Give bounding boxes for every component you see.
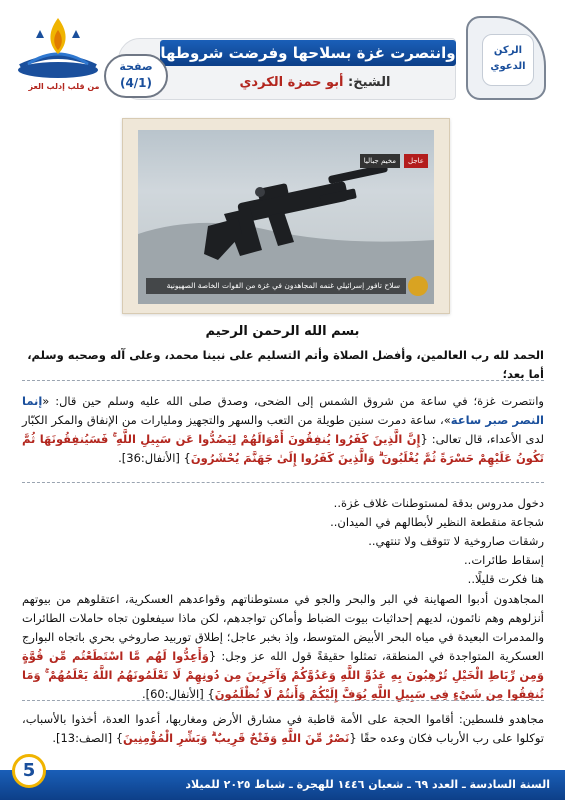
section-line-1: الركن — [493, 45, 523, 56]
p1-text-b: »، ساعة دمرت سنين طويلة من التعب والسهر والتجهيز ومليارات من الإنفاق والمكر الكبّار لدى الأعداء، قال تعالى: { — [22, 413, 544, 446]
page-header — [0, 0, 565, 110]
p2-quran-verse: وَأَعِدُّوا لَهُم مَّا اسْتَطَعْتُم مِّن قُوَّةٍ وَمِن رِّبَاطِ الْخَيْلِ تُرْهِبُونَ بِهِ عَدُوَّ اللَّهِ وَعَدُوَّكُمْ وَآخَرِينَ مِن دُونِهِمْ لَا تَعْلَمُونَهُمُ اللَّهُ يَعْلَمُهُمْ ۚ وَمَا تُنفِقُوا مِن شَيْءٍ فِي سَبِيلِ اللَّهِ يُوَفَّ إِلَيْكُمْ وَأَنتُمْ لَا تُظْلَمُونَ — [22, 649, 544, 701]
divider-2 — [22, 482, 544, 483]
basmala: بسم الله الرحمن الرحيم — [205, 324, 360, 339]
p3-quran-verse: نَصْرٌ مِّنَ اللَّهِ وَفَتْحٌ قَرِيبٌ ۗ وَبَشِّرِ الْمُؤْمِنِينَ — [123, 731, 350, 745]
article-photo — [138, 130, 434, 304]
p2-verse-ref: } [الأنفال:60]. — [141, 687, 215, 701]
intro-paragraph: الحمد لله رب العالمين، وأفضل الصلاة وأتم التسليم على نبينا محمد، وعلى آله وصحبه وسلم، أما بعد؛ — [27, 348, 544, 381]
divider-1 — [22, 380, 544, 381]
section-line-2: الدعوي — [490, 61, 526, 72]
logo-tagline: من قلب إدلب العز — [28, 82, 100, 91]
book-flame-icon — [6, 8, 110, 82]
issue-info: السنة السادسة ـ العدد ٦٩ ـ شعبان ١٤٤٦ للهجرة ـ شباط ٢٠٢٥ للميلاد — [185, 778, 550, 791]
article-title: وانتصرت غزة بسلاحها وفرضت شروطها — [160, 44, 456, 62]
p1-quran-verse: إِنَّ الَّذِينَ كَفَرُوا يُنفِقُونَ أَمْوَالَهُمْ لِيَصُدُّوا عَن سَبِيلِ اللَّهِ ۚ فَسَيُنفِقُونَهَا ثُمَّ تَكُونُ عَلَيْهِمْ حَسْرَةً ثُمَّ يُغْلَبُونَ ۗ وَالَّذِينَ كَفَرُوا إِلَىٰ جَهَنَّمَ يُحْشَرُونَ — [22, 432, 544, 465]
p1-verse-ref: } [الأنفال:36]. — [118, 451, 191, 465]
section-badge — [482, 34, 534, 86]
breaking-tag: عاجل — [404, 154, 428, 168]
magazine-logo — [6, 8, 110, 98]
paragraph-1 — [22, 392, 544, 468]
photo-caption: سلاح تافور إسرائيلي غنمه المجاهدون في غزة من القوات الخاصة الصهيونية — [146, 278, 406, 294]
p3-verse-ref: } [الصف:13]. — [52, 731, 124, 745]
paragraph-3 — [22, 710, 544, 748]
page-number: 5 — [12, 754, 46, 788]
short-lines — [22, 494, 544, 589]
page-count-badge — [104, 54, 168, 98]
page-word: صفحة — [119, 60, 153, 73]
location-tag: مخيم جباليا — [360, 154, 400, 168]
short-line: شجاعة منقطعة النظير لأبطالهم في الميدان.. — [330, 515, 544, 529]
short-line: هنا فكرت قليلًا.. — [467, 572, 544, 586]
short-line: رشقات صاروخية لا تتوقف ولا تنتهي.. — [368, 534, 544, 548]
p2-text-a: المجاهدون أدبوا الصهاينة في البر والبحر والجو في مستوطناتهم وقواعدهم العسكرية، اعتقلوهم من بيوتهم أنزلوهم وهم نائمون، لديهم إحداثيات بيوت الضباط وأماكن تواجدهم، لكن ماذا سيفعلون تجاه حاملات الطائرات والمدمرات البعيدة في مياه البحر الأبيض المتوسط، وإذ بخبر عاجل؛ إطلاق توربيد صاروخي بحري باتجاه البوارج العسكرية المتواجدة في المنطقة، تمثلوا حقيقةً قول الله عز وجل: { — [22, 592, 544, 663]
author-label: الشيخ: — [348, 75, 391, 90]
p1-text-a: وانتصرت غزة؛ في ساعة من شروق الشمس إلى الضحى، وصدق صلى الله عليه وسلم حين قال: « — [42, 394, 544, 408]
page-fraction: (4/1) — [119, 76, 153, 90]
article-author — [180, 72, 450, 94]
author-name: أبو حمزة الكردي — [239, 75, 344, 90]
divider-3 — [22, 700, 544, 701]
short-line: دخول مدروس بدقة لمستوطنات غلاف غزة.. — [333, 496, 544, 510]
paragraph-2 — [22, 590, 544, 704]
p3-text-a: مجاهدو فلسطين: أقاموا الحجة على الأمة قاطبة في مشارق الأرض ومغاربها، أعدوا العدة، أخذوا بالأسباب، توكلوا على رب الأرباب فكان وعده حقًا { — [22, 712, 544, 745]
p1-hadith: إنما النصر صبر ساعة — [22, 394, 544, 427]
short-line: إسقاط طائرات.. — [464, 553, 544, 567]
channel-logo-icon — [408, 276, 428, 296]
